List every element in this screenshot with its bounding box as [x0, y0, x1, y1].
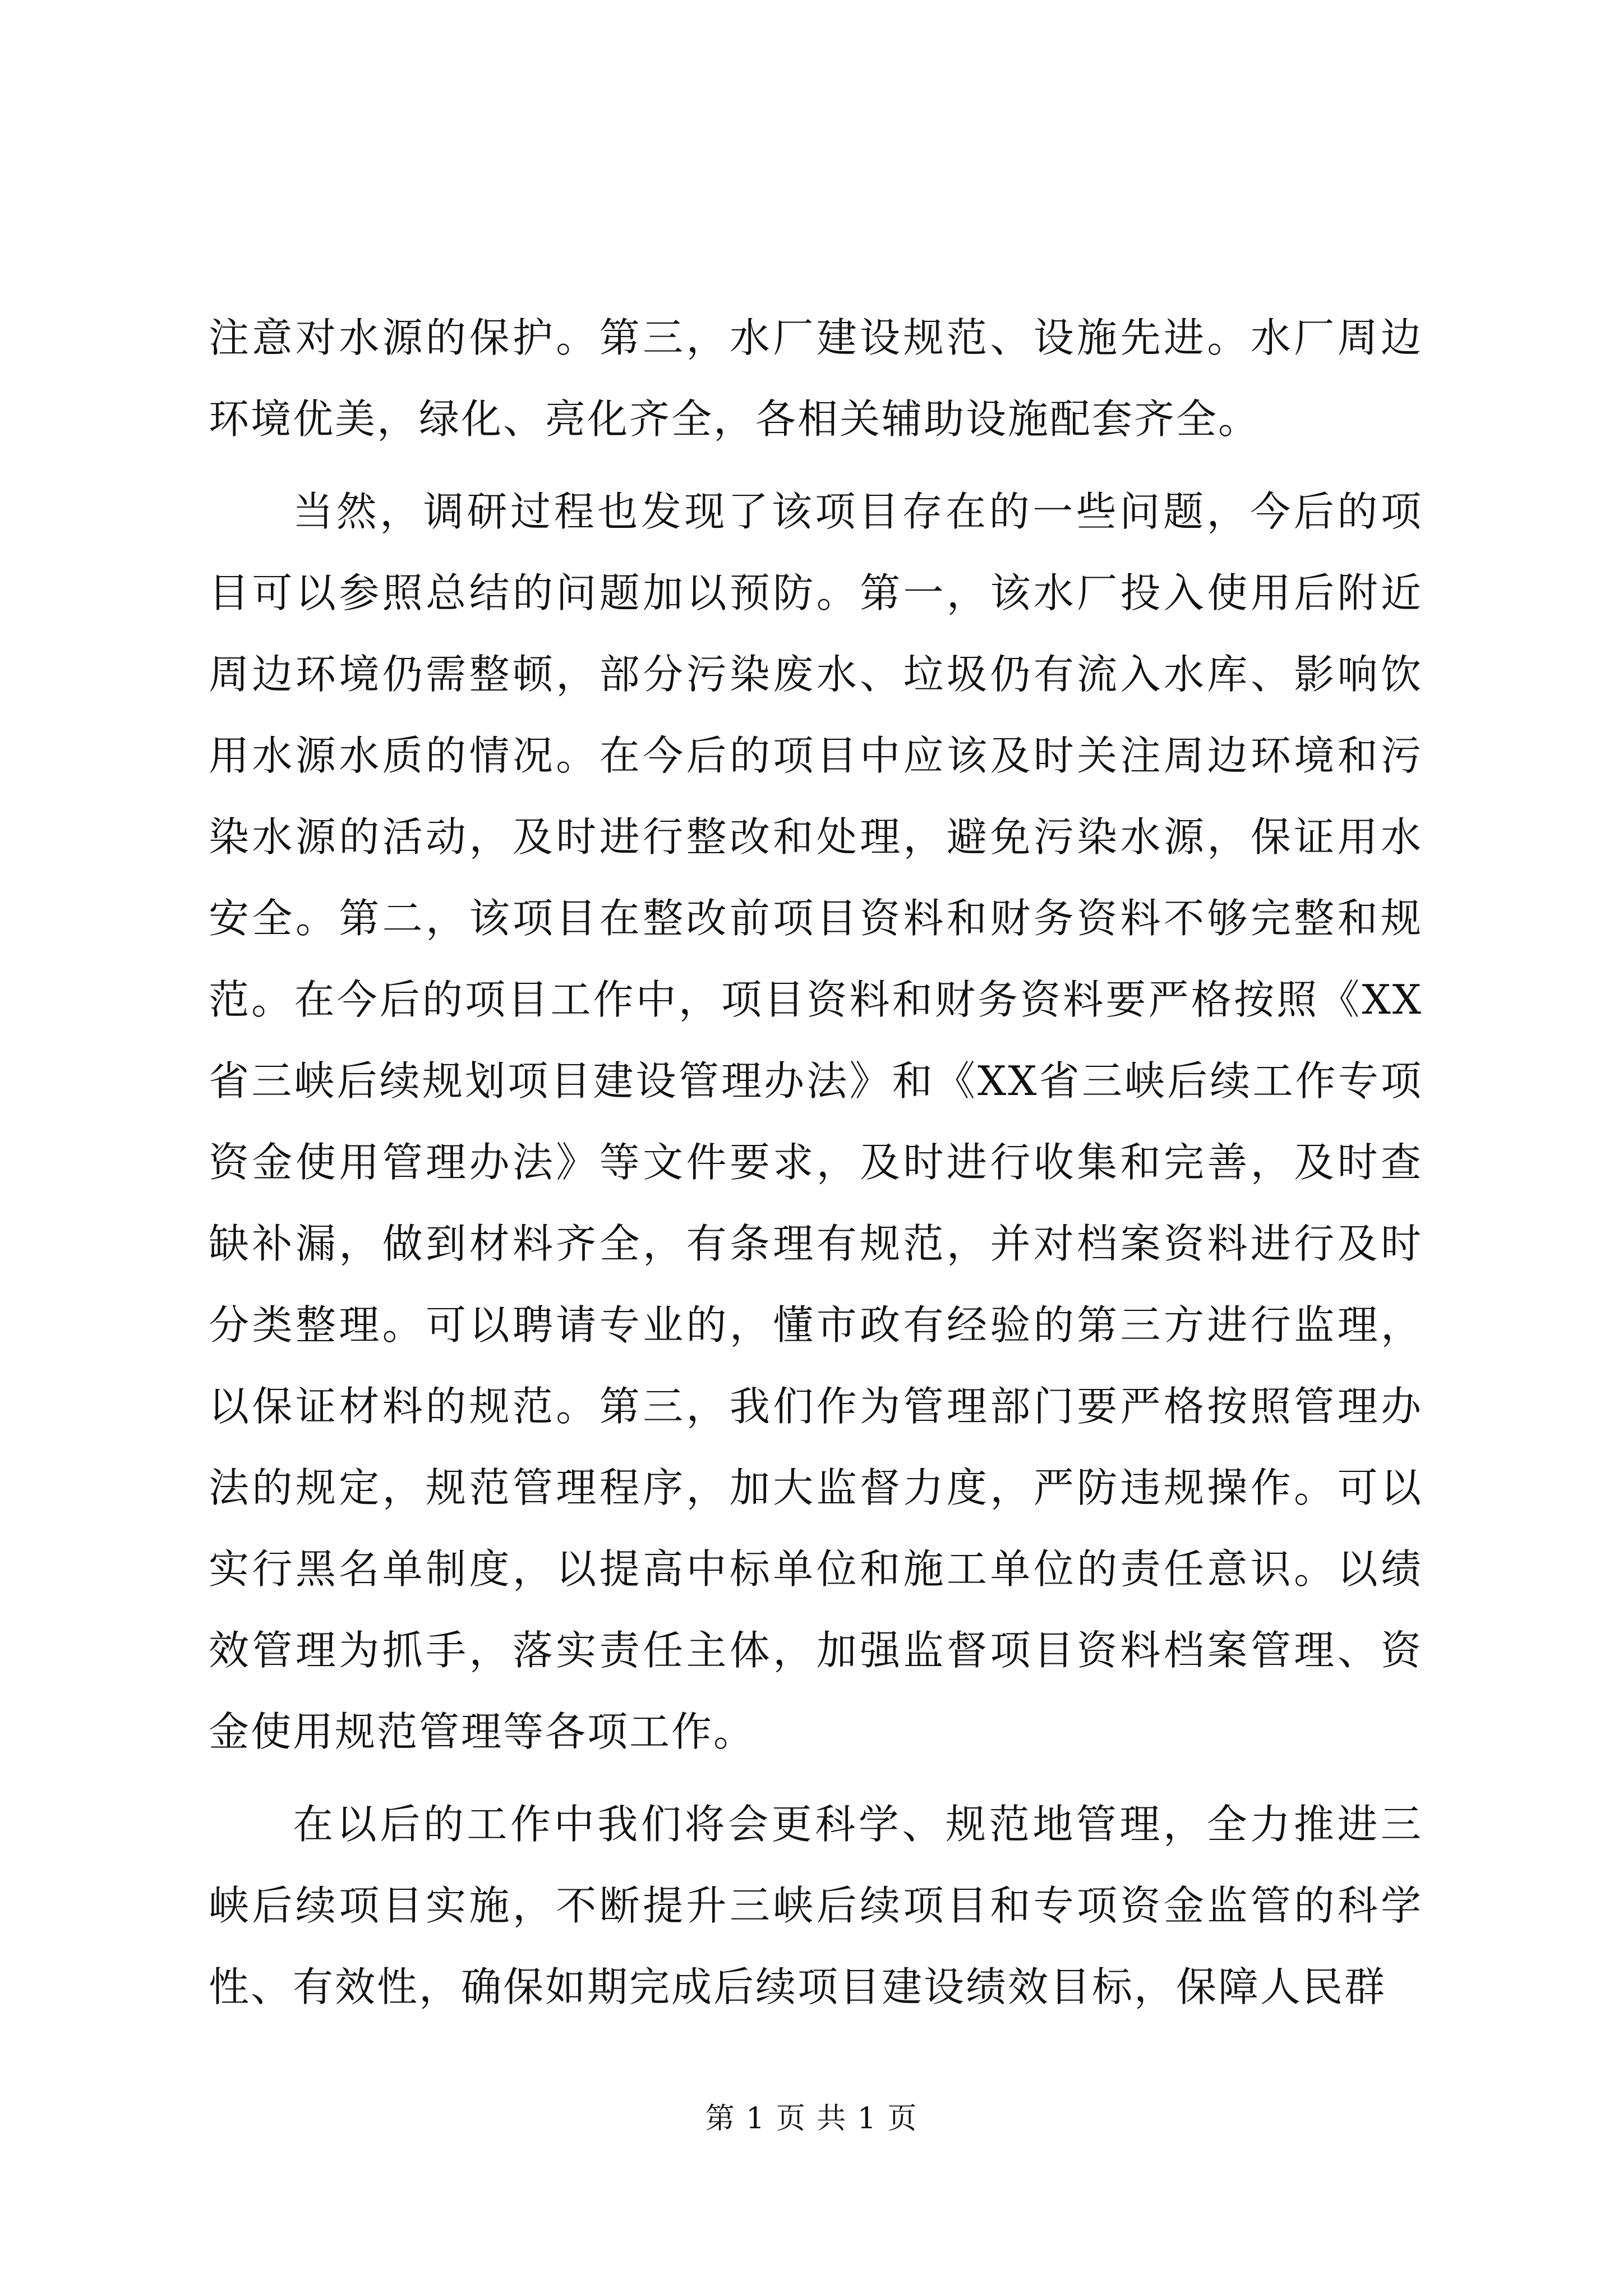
paragraph-3: 在以后的工作中我们将会更科学、规范地管理，全力推进三峡后续项目实施，不断提升三峡后续项目和专项资金监管的科学性、有效性，确保如期完成后续项目建设绩效目标，保障人民群 — [209, 1801, 1423, 2010]
paragraph-1: 注意对水源的保护。第三，水厂建设规范、设施先进。水厂周边环境优美，绿化、亮化齐全，各相关辅助设施配套齐全。 — [209, 314, 1423, 443]
page-footer: 第 1 页 共 1 页 — [705, 2102, 918, 2136]
document-body — [209, 297, 1423, 2028]
paragraph-2: 当然，调研过程也发现了该项目存在的一些问题，今后的项目可以参照总结的问题加以预防。第一，该水厂投入使用后附近周边环境仍需整顿，部分污染废水、垃圾仍有流入水库、影响饮用水源水质的情况。在今后的项目中应该及时关注周边环境和污染水源的活动，及时进行整改和处理，避免污染水源，保证用水安全。第二，该项目在整改前项目资料和财务资料不够完整和规范。在今后的项目工作中，项目资料和财务资料要严格按照《XX省三峡后续规划项目建设管理办法》和《XX省三峡后续工作专项资金使用管理办法》等文件要求，及时进行收集和完善，及时查缺补漏，做到材料齐全，有条理有规范，并对档案资料进行及时分类整理。可以聘请专业的，懂市政有经验的第三方进行监理，以保证材料的规范。第三，我们作为管理部门要严格按照管理办法的规定，规范管理程序，加大监督力度，严防违规操作。可以实行黑名单制度，以提高中标单位和施工单位的责任意识。以绩效管理为抓手，落实责任主体，加强监督项目资料档案管理、资金使用规范管理等各项工作。 — [209, 488, 1423, 1755]
